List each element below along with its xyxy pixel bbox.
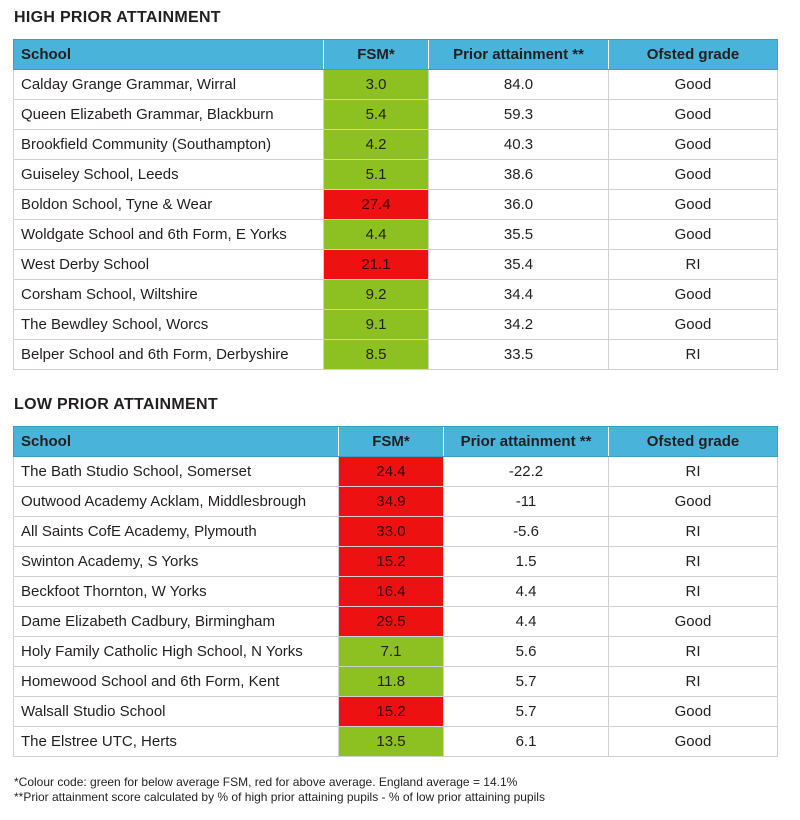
school-cell: The Bewdley School, Worcs [14, 310, 324, 340]
footnote-colour-code: *Colour code: green for below average FSM, red for above average. England average = 14.1% [14, 775, 518, 789]
ofsted-grade-cell: RI [609, 457, 778, 487]
ofsted-grade-cell: RI [609, 547, 778, 577]
table-row [14, 607, 778, 637]
fsm-cell: 15.2 [339, 547, 444, 577]
fsm-cell: 4.2 [324, 130, 429, 160]
fsm-cell: 5.4 [324, 100, 429, 130]
ofsted-grade-cell: Good [609, 160, 778, 190]
school-cell: Beckfoot Thornton, W Yorks [14, 577, 339, 607]
prior-attainment-cell: -5.6 [444, 517, 609, 547]
header-prior-attainment: Prior attainment ** [429, 40, 609, 70]
prior-attainment-cell: 59.3 [429, 100, 609, 130]
prior-attainment-cell: 38.6 [429, 160, 609, 190]
ofsted-grade-cell: Good [609, 70, 778, 100]
ofsted-grade-cell: Good [609, 220, 778, 250]
low-table-body [14, 457, 778, 757]
fsm-cell: 15.2 [339, 697, 444, 727]
prior-attainment-cell: 84.0 [429, 70, 609, 100]
header-fsm: FSM* [339, 427, 444, 457]
ofsted-grade-cell: Good [609, 487, 778, 517]
ofsted-grade-cell: RI [609, 637, 778, 667]
high-table-body [14, 70, 778, 370]
ofsted-grade-cell: RI [609, 340, 778, 370]
school-cell: All Saints CofE Academy, Plymouth [14, 517, 339, 547]
table-row [14, 280, 778, 310]
school-cell: Woldgate School and 6th Form, E Yorks [14, 220, 324, 250]
prior-attainment-cell: 40.3 [429, 130, 609, 160]
header-ofsted-grade: Ofsted grade [609, 40, 778, 70]
fsm-cell: 33.0 [339, 517, 444, 547]
ofsted-grade-cell: Good [609, 727, 778, 757]
fsm-cell: 13.5 [339, 727, 444, 757]
prior-attainment-cell: 4.4 [444, 607, 609, 637]
table-header-row [14, 427, 778, 457]
ofsted-grade-cell: Good [609, 130, 778, 160]
ofsted-grade-cell: RI [609, 517, 778, 547]
table-row [14, 160, 778, 190]
fsm-cell: 34.9 [339, 487, 444, 517]
school-cell: Belper School and 6th Form, Derbyshire [14, 340, 324, 370]
prior-attainment-cell: 6.1 [444, 727, 609, 757]
fsm-cell: 11.8 [339, 667, 444, 697]
table-row [14, 697, 778, 727]
school-cell: Boldon School, Tyne & Wear [14, 190, 324, 220]
school-cell: Holy Family Catholic High School, N Yorks [14, 637, 339, 667]
table-row [14, 667, 778, 697]
low-section-title: LOW PRIOR ATTAINMENT [14, 396, 218, 413]
high-attainment-table [13, 39, 778, 370]
fsm-cell: 24.4 [339, 457, 444, 487]
school-cell: Homewood School and 6th Form, Kent [14, 667, 339, 697]
header-school: School [14, 40, 324, 70]
table-row [14, 637, 778, 667]
ofsted-grade-cell: Good [609, 607, 778, 637]
high-section-title: HIGH PRIOR ATTAINMENT [14, 9, 221, 26]
header-ofsted-grade: Ofsted grade [609, 427, 778, 457]
fsm-cell: 4.4 [324, 220, 429, 250]
ofsted-grade-cell: RI [609, 250, 778, 280]
fsm-cell: 9.1 [324, 310, 429, 340]
school-cell: Swinton Academy, S Yorks [14, 547, 339, 577]
table-row [14, 310, 778, 340]
ofsted-grade-cell: RI [609, 667, 778, 697]
school-cell: Queen Elizabeth Grammar, Blackburn [14, 100, 324, 130]
table-row [14, 220, 778, 250]
table-row [14, 457, 778, 487]
table-row [14, 70, 778, 100]
school-cell: West Derby School [14, 250, 324, 280]
prior-attainment-cell: 5.7 [444, 697, 609, 727]
table-row [14, 100, 778, 130]
table-row [14, 487, 778, 517]
table-row [14, 340, 778, 370]
school-cell: Outwood Academy Acklam, Middlesbrough [14, 487, 339, 517]
footnotes [14, 775, 545, 805]
table-header-row [14, 40, 778, 70]
ofsted-grade-cell: Good [609, 280, 778, 310]
fsm-cell: 7.1 [339, 637, 444, 667]
table-row [14, 727, 778, 757]
fsm-cell: 8.5 [324, 340, 429, 370]
fsm-cell: 9.2 [324, 280, 429, 310]
prior-attainment-cell: -11 [444, 487, 609, 517]
fsm-cell: 3.0 [324, 70, 429, 100]
ofsted-grade-cell: Good [609, 697, 778, 727]
header-prior-attainment: Prior attainment ** [444, 427, 609, 457]
table-row [14, 190, 778, 220]
table-row [14, 250, 778, 280]
fsm-cell: 21.1 [324, 250, 429, 280]
table-row [14, 547, 778, 577]
table-row [14, 517, 778, 547]
ofsted-grade-cell: Good [609, 190, 778, 220]
school-cell: Walsall Studio School [14, 697, 339, 727]
ofsted-grade-cell: Good [609, 310, 778, 340]
ofsted-grade-cell: RI [609, 577, 778, 607]
school-cell: The Bath Studio School, Somerset [14, 457, 339, 487]
prior-attainment-cell: 5.6 [444, 637, 609, 667]
prior-attainment-cell: 36.0 [429, 190, 609, 220]
school-cell: The Elstree UTC, Herts [14, 727, 339, 757]
footnote-prior-attainment: **Prior attainment score calculated by % of high prior attaining pupils - % of low prior attaining pupils [14, 790, 545, 804]
header-fsm: FSM* [324, 40, 429, 70]
fsm-cell: 16.4 [339, 577, 444, 607]
prior-attainment-cell: 35.5 [429, 220, 609, 250]
prior-attainment-cell: 33.5 [429, 340, 609, 370]
fsm-cell: 29.5 [339, 607, 444, 637]
table-row [14, 130, 778, 160]
prior-attainment-cell: 34.2 [429, 310, 609, 340]
school-cell: Calday Grange Grammar, Wirral [14, 70, 324, 100]
table-row [14, 577, 778, 607]
school-cell: Dame Elizabeth Cadbury, Birmingham [14, 607, 339, 637]
prior-attainment-cell: 1.5 [444, 547, 609, 577]
prior-attainment-cell: 34.4 [429, 280, 609, 310]
school-cell: Corsham School, Wiltshire [14, 280, 324, 310]
low-attainment-table [13, 426, 778, 757]
prior-attainment-cell: 5.7 [444, 667, 609, 697]
header-school: School [14, 427, 339, 457]
prior-attainment-cell: 4.4 [444, 577, 609, 607]
fsm-cell: 27.4 [324, 190, 429, 220]
fsm-cell: 5.1 [324, 160, 429, 190]
school-cell: Guiseley School, Leeds [14, 160, 324, 190]
ofsted-grade-cell: Good [609, 100, 778, 130]
prior-attainment-cell: 35.4 [429, 250, 609, 280]
school-cell: Brookfield Community (Southampton) [14, 130, 324, 160]
prior-attainment-cell: -22.2 [444, 457, 609, 487]
